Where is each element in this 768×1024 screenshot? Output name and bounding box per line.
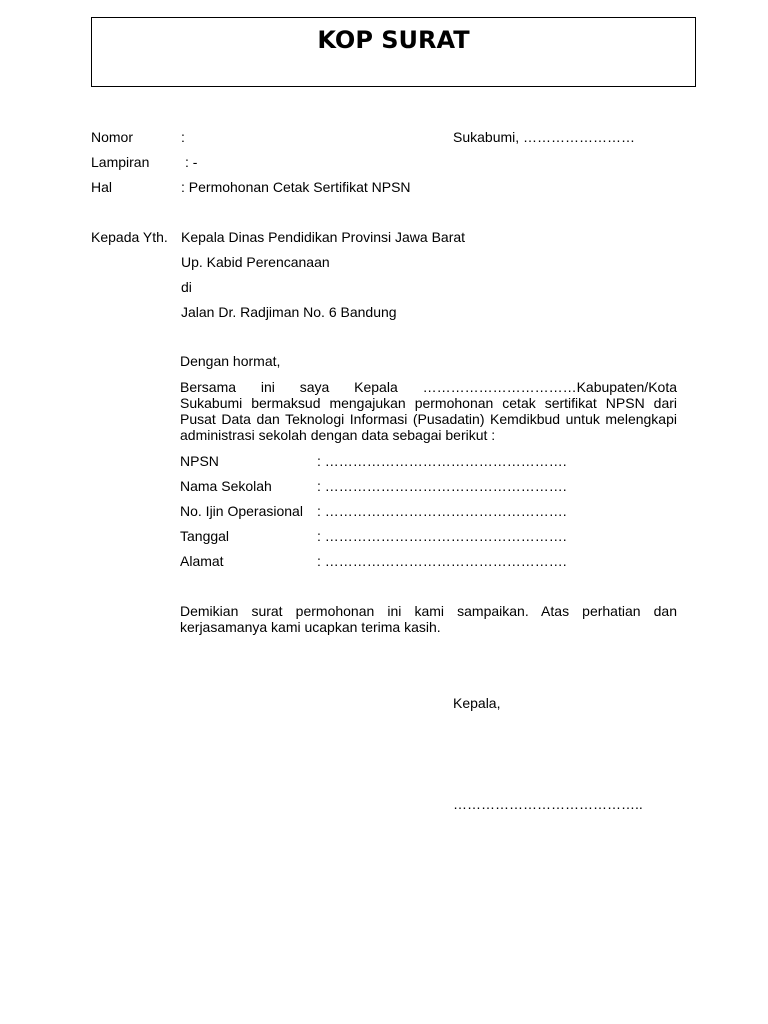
- lampiran-value: : -: [185, 154, 198, 170]
- signature-name-placeholder: …………………………………..: [453, 796, 643, 812]
- field-label-tanggal: Tanggal: [180, 528, 230, 544]
- lampiran-label: Lampiran: [91, 154, 150, 170]
- recipient-line-1: Kepala Dinas Pendidikan Provinsi Jawa Barat: [181, 229, 466, 245]
- nomor-separator: :: [181, 129, 185, 145]
- hal-value: : Permohonan Cetak Sertifikat NPSN: [181, 179, 411, 195]
- field-label-ijin-operasional: No. Ijin Operasional: [180, 503, 303, 519]
- letterhead-box: [91, 17, 696, 87]
- closing-paragraph: Demikian surat permohonan ini kami sampaikan. Atas perhatian dan kerjasamanya kami ucapkan terima kasih.: [180, 603, 677, 635]
- field-label-nama-sekolah: Nama Sekolah: [180, 478, 272, 494]
- field-value-alamat: : …………………………………………….: [317, 553, 567, 569]
- hal-label: Hal: [91, 179, 113, 195]
- greeting: Dengan hormat,: [180, 353, 281, 369]
- recipient-line-3: di: [181, 279, 192, 295]
- signature-title: Kepala,: [453, 695, 501, 711]
- field-label-alamat: Alamat: [180, 553, 224, 569]
- recipient-line-4: Jalan Dr. Radjiman No. 6 Bandung: [181, 304, 397, 320]
- recipient-line-2: Up. Kabid Perencanaan: [181, 254, 330, 270]
- field-value-npsn: : …………………………………………….: [317, 453, 567, 469]
- place-date: Sukabumi, ……………………: [453, 129, 636, 145]
- letterhead-title: KOP SURAT: [317, 26, 470, 54]
- paragraph-1-line-1: Bersama ini saya Kepala ……………………………Kabupaten/Kota: [180, 379, 677, 395]
- field-value-tanggal: : …………………………………………….: [317, 528, 567, 544]
- paragraph-1-rest: Sukabumi bermaksud mengajukan permohonan cetak sertifikat NPSN dari Pusat Data dan Teknologi Informasi (Pusadatin) Kemdikbud untuk melengkapi administrasi sekolah dengan data sebagai berikut :: [180, 395, 677, 443]
- field-label-npsn: NPSN: [180, 453, 219, 469]
- nomor-label: Nomor: [91, 129, 134, 145]
- field-value-nama-sekolah: : …………………………………………….: [317, 478, 567, 494]
- recipient-label: Kepada Yth.: [91, 229, 168, 245]
- field-value-ijin-operasional: : …………………………………………….: [317, 503, 567, 519]
